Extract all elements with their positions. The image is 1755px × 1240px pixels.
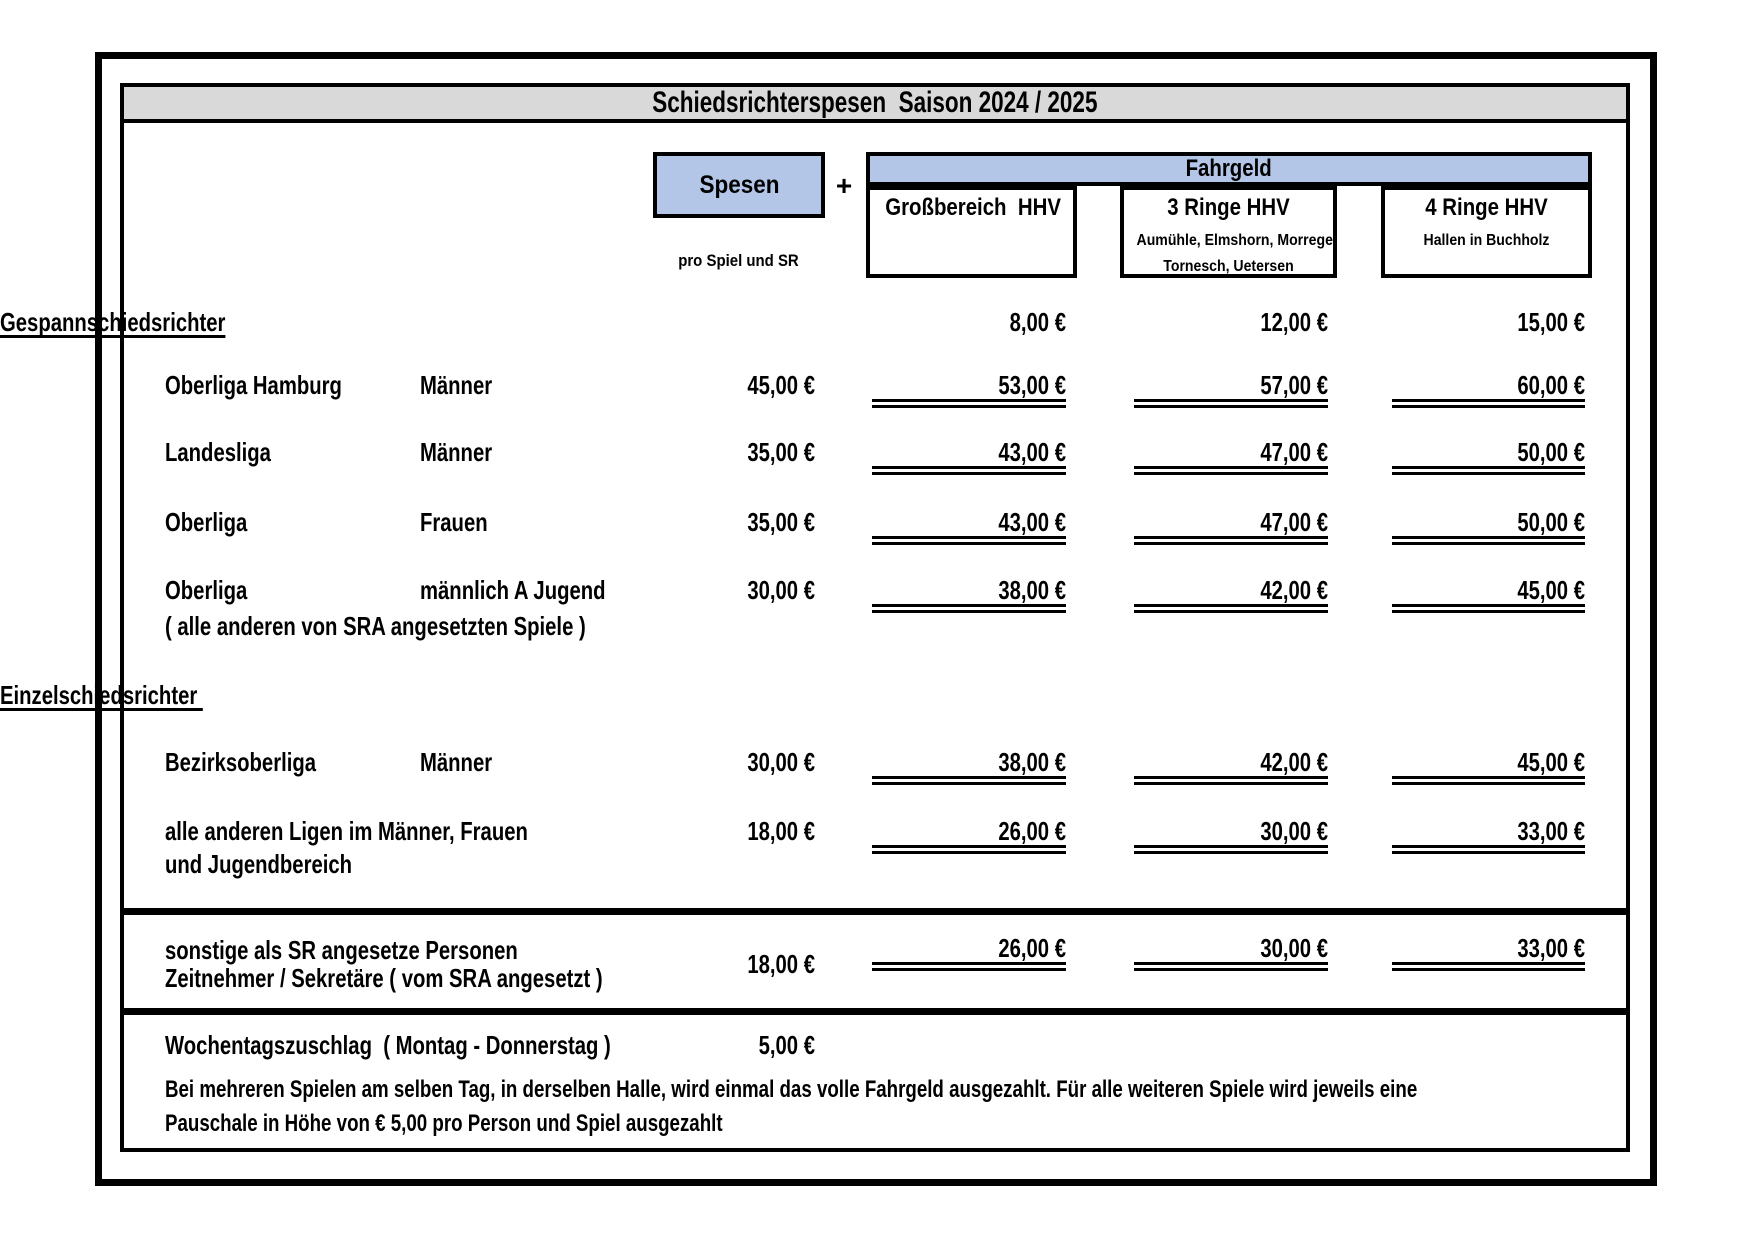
row-fahrgeld-value: 47,00 €: [1260, 437, 1328, 467]
row-spesen-value: 18,00 €: [747, 816, 815, 846]
spesen-header-label: Spesen: [698, 171, 780, 199]
row-fahrgeld-value: 42,00 €: [1260, 575, 1328, 605]
double-underline: [1134, 845, 1328, 854]
double-underline: [872, 466, 1066, 475]
row-spesen-value: 35,00 €: [747, 437, 815, 467]
row-fahrgeld-value: 42,00 €: [1260, 747, 1328, 777]
sonstige-line2: Zeitnehmer / Sekretäre ( vom SRA angesetzt ): [165, 963, 603, 993]
row-league: Bezirksoberliga: [165, 747, 317, 777]
zuschlag-label: Wochentagszuschlag ( Montag - Donnerstag ): [165, 1030, 611, 1060]
row-spesen-value: 45,00 €: [747, 370, 815, 400]
column-3ringe-box: [1120, 186, 1337, 278]
row-fahrgeld-value: 30,00 €: [1260, 816, 1328, 846]
row-category: männlich A Jugend: [420, 575, 606, 605]
row-category: Frauen: [420, 507, 488, 537]
column-grossbereich-title: Großbereich HHV: [885, 194, 1061, 221]
double-underline: [1392, 962, 1585, 971]
row-category: Männer: [420, 747, 493, 777]
row-category: Männer: [420, 370, 493, 400]
row-league-line2: und Jugendbereich: [165, 849, 353, 879]
title-bar: [120, 83, 1630, 123]
double-underline: [1134, 536, 1328, 545]
row-fahrgeld-value: 38,00 €: [998, 747, 1066, 777]
double-underline: [872, 399, 1066, 408]
row-fahrgeld-value: 26,00 €: [998, 816, 1066, 846]
sonstige-line1: sonstige als SR angesetze Personen: [165, 935, 518, 965]
column-3ringe-title: 3 Ringe HHV: [1167, 194, 1290, 221]
double-underline: [1134, 466, 1328, 475]
footnote-line2: Pauschale in Höhe von € 5,00 pro Person und Spiel ausgezahlt: [165, 1110, 723, 1137]
fahrgeld-header-box: [866, 152, 1592, 186]
double-underline: [1392, 776, 1585, 785]
footnote-line1: Bei mehreren Spielen am selben Tag, in derselben Halle, wird einmal das volle Fahrgeld ausgezahlt. Für alle weiteren Spiele wird jeweils eine: [165, 1076, 1418, 1103]
row-fahrgeld-value: 43,00 €: [998, 437, 1066, 467]
column-4ringe-box: [1381, 186, 1592, 278]
row-spesen-value: 18,00 €: [747, 949, 815, 979]
double-underline: [1392, 536, 1585, 545]
row-fahrgeld-value: 50,00 €: [1517, 437, 1585, 467]
gespann-fahrgeld-4ringe: 15,00 €: [1517, 307, 1585, 337]
row-fahrgeld-value: 47,00 €: [1260, 507, 1328, 537]
spesen-note: pro Spiel und SR: [677, 251, 799, 270]
column-3ringe-subtitle-2: Tornesch, Uetersen: [1163, 258, 1294, 275]
zuschlag-spesen-value: 5,00 €: [758, 1030, 815, 1060]
row-spesen-value: 30,00 €: [747, 747, 815, 777]
gespann-fahrgeld-grossbereich: 8,00 €: [1009, 307, 1066, 337]
row-fahrgeld-value: 50,00 €: [1517, 507, 1585, 537]
double-underline: [1134, 604, 1328, 613]
row-fahrgeld-value: 33,00 €: [1517, 933, 1585, 963]
double-underline: [872, 845, 1066, 854]
column-3ringe-subtitle-1: Aumühle, Elmshorn, Morrege: [1136, 232, 1333, 249]
gespann-note: ( alle anderen von SRA angesetzten Spiele ): [165, 611, 586, 641]
row-fahrgeld-value: 45,00 €: [1517, 575, 1585, 605]
row-fahrgeld-value: 53,00 €: [998, 370, 1066, 400]
row-league: Oberliga: [165, 507, 248, 537]
section-divider: [120, 908, 1630, 915]
double-underline: [1134, 776, 1328, 785]
row-league: Landesliga: [165, 437, 271, 467]
section-divider: [120, 1008, 1630, 1015]
row-league: Oberliga: [165, 575, 248, 605]
row-fahrgeld-value: 38,00 €: [998, 575, 1066, 605]
row-category: Männer: [420, 437, 493, 467]
column-4ringe-title: 4 Ringe HHV: [1425, 194, 1548, 221]
double-underline: [1392, 604, 1585, 613]
row-fahrgeld-value: 57,00 €: [1260, 370, 1328, 400]
double-underline: [1392, 466, 1585, 475]
row-fahrgeld-value: 30,00 €: [1260, 933, 1328, 963]
row-fahrgeld-value: 60,00 €: [1517, 370, 1585, 400]
row-fahrgeld-value: 26,00 €: [998, 933, 1066, 963]
row-fahrgeld-value: 43,00 €: [998, 507, 1066, 537]
row-spesen-value: 30,00 €: [747, 575, 815, 605]
row-league: alle anderen Ligen im Männer, Frauen: [165, 816, 528, 846]
page-title: Schiedsrichterspesen Saison 2024 / 2025: [652, 86, 1098, 119]
spesen-header-box: [653, 152, 825, 218]
fahrgeld-header-label: Fahrgeld: [1185, 155, 1273, 182]
double-underline: [872, 536, 1066, 545]
double-underline: [1134, 962, 1328, 971]
section-heading-gespannschiedsrichter: Gespannschiedsrichter: [0, 307, 226, 337]
double-underline: [1392, 845, 1585, 854]
section-heading-einzelschiedsrichter: Einzelschiedsrichter: [0, 680, 203, 710]
row-spesen-value: 35,00 €: [747, 507, 815, 537]
plus-sign: +: [835, 170, 853, 201]
row-league: Oberliga Hamburg: [165, 370, 342, 400]
double-underline: [872, 604, 1066, 613]
gespann-fahrgeld-3ringe: 12,00 €: [1260, 307, 1328, 337]
row-fahrgeld-value: 33,00 €: [1517, 816, 1585, 846]
row-fahrgeld-value: 45,00 €: [1517, 747, 1585, 777]
double-underline: [1392, 399, 1585, 408]
double-underline: [1134, 399, 1328, 408]
column-grossbereich-box: [866, 186, 1077, 278]
column-4ringe-subtitle: Hallen in Buchholz: [1423, 232, 1550, 249]
double-underline: [872, 776, 1066, 785]
double-underline: [872, 962, 1066, 971]
